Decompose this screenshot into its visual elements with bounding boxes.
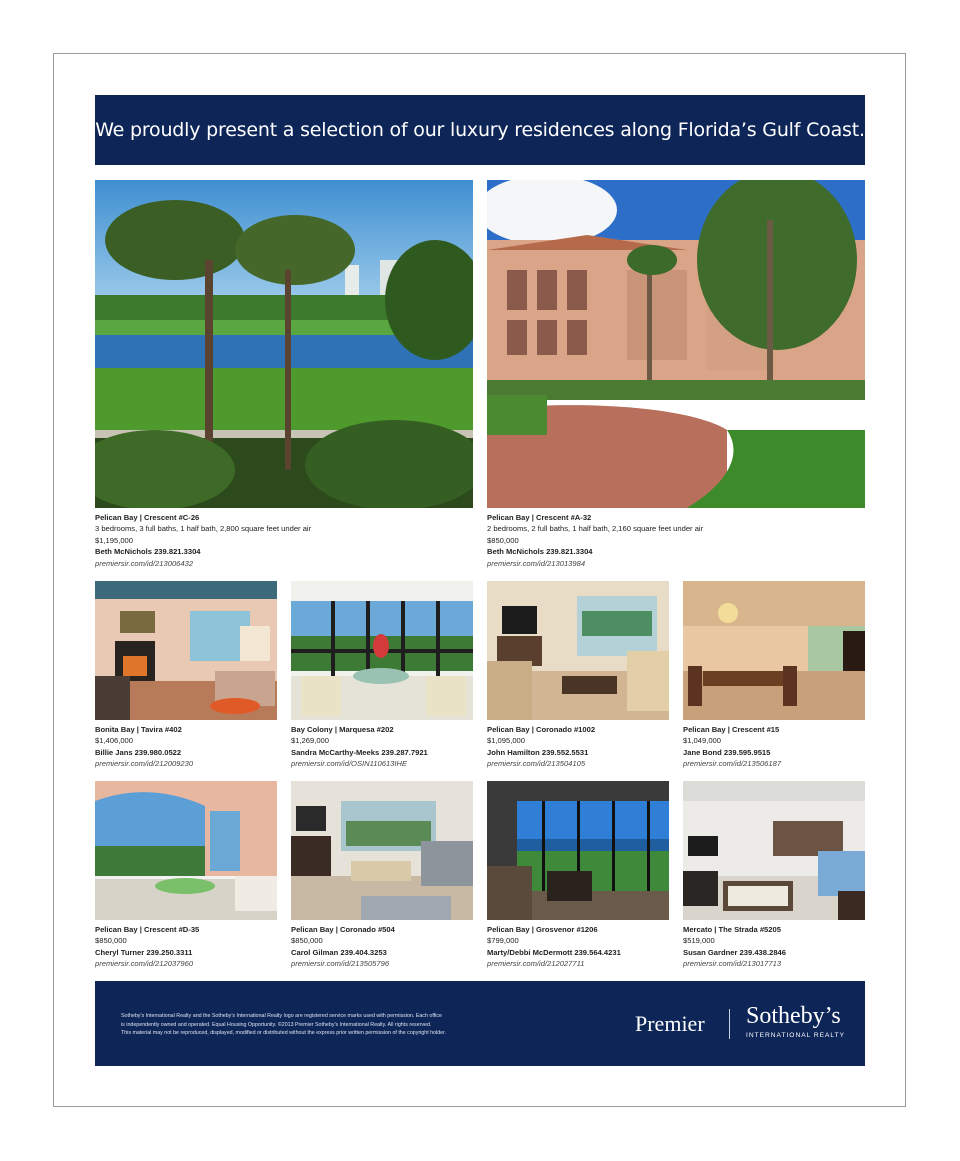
- legal-notice: [121, 1012, 521, 1038]
- listing-title: Pelican Bay | Crescent #D-35: [95, 925, 200, 934]
- listing-caption: [683, 724, 865, 770]
- listing-agent: John Hamilton 239.552.5531: [487, 747, 589, 757]
- listing-photo-ocean-view[interactable]: [487, 781, 669, 920]
- listing-photo-family-room[interactable]: [487, 581, 669, 720]
- listing-photo-dining-room[interactable]: [683, 581, 865, 720]
- listing-caption: [487, 512, 865, 569]
- listing-agent: Jane Bond 239.595.9515: [683, 747, 771, 757]
- listing-caption: [95, 724, 277, 770]
- listing-price: $850,000: [291, 936, 323, 946]
- listing-price: $850,000: [95, 936, 127, 946]
- listing-price: $1,095,000: [487, 736, 526, 746]
- listing-title: Bay Colony | Marquesa #202: [291, 725, 394, 734]
- listing-price: $1,195,000: [95, 535, 134, 545]
- listing-caption: [683, 924, 865, 970]
- listing-caption: [487, 724, 669, 770]
- logo-divider: [729, 1009, 730, 1039]
- listing-caption: [95, 512, 473, 569]
- listing-agent: Beth McNichols 239.821.3304: [487, 547, 593, 557]
- listing-url[interactable]: premiersir.com/id/213504105: [487, 759, 586, 769]
- footer-banner: [95, 981, 865, 1066]
- listing-photo-balcony[interactable]: [95, 781, 277, 920]
- listing-photo-great-room[interactable]: [291, 781, 473, 920]
- headline-text: We proudly present a selection of our luxury residences along Florida’s Gulf Coast.: [95, 119, 865, 141]
- listing-url[interactable]: premiersir.com/id/213506187: [683, 759, 782, 769]
- listing-title: Pelican Bay | Grosvenor #1206: [487, 925, 598, 934]
- listing-price: $519,000: [683, 936, 715, 946]
- listing-price: $799,000: [487, 936, 519, 946]
- listing-url[interactable]: premiersir.com/id/213505796: [291, 959, 390, 969]
- premier-logo-text: Premier: [635, 1011, 705, 1036]
- legal-line: This material may not be reproduced, displayed, modified or distributed without the express prior written permission of the copyright holder.: [121, 1030, 447, 1037]
- legal-line: Sotheby’s International Realty and the Sotheby’s International Realty logo are registered service marks used with permission. Each office: [121, 1013, 442, 1019]
- listing-caption: [291, 724, 473, 770]
- listing-agent: Billie Jans 239.980.0522: [95, 747, 182, 757]
- headline-banner: [95, 95, 865, 165]
- listing-url[interactable]: premiersir.com/id/213013984: [487, 558, 586, 568]
- listing-url[interactable]: premiersir.com/id/212037960: [95, 959, 194, 969]
- listing-caption: [487, 924, 669, 970]
- listing-agent: Sandra McCarthy-Meeks 239.287.7921: [291, 747, 428, 757]
- listing-agent: Carol Gilman 239.404.3253: [291, 947, 387, 957]
- listing-agent: Cheryl Turner 239.250.3311: [95, 947, 193, 957]
- listing-url[interactable]: premiersir.com/id/212009230: [95, 759, 194, 769]
- listing-photo-living-fireplace[interactable]: [95, 581, 277, 720]
- listing-photo-residence-exterior[interactable]: [487, 180, 865, 508]
- listing-photo-lanai[interactable]: [291, 581, 473, 720]
- listing-title: Mercato | The Strada #5205: [683, 925, 781, 934]
- listing-title: Pelican Bay | Coronado #504: [291, 925, 395, 934]
- listing-url[interactable]: premiersir.com/id/212027711: [487, 959, 585, 969]
- listing-title: Pelican Bay | Crescent #15: [683, 725, 780, 734]
- legal-line: is independently owned and operated. Equal Housing Opportunity. ©2013 Premier Sotheby’s International Realty. All rights reserved.: [121, 1021, 432, 1028]
- listing-caption: [291, 924, 473, 970]
- listing-url[interactable]: premiersir.com/id/OSIN110613IHE: [291, 759, 408, 769]
- listing-photo-golf-lake[interactable]: [95, 180, 473, 508]
- listing-agent: Beth McNichols 239.821.3304: [95, 547, 201, 557]
- listing-title: Pelican Bay | Crescent #A-32: [487, 513, 592, 522]
- listing-price: $1,269,000: [291, 736, 330, 746]
- listing-price: $850,000: [487, 535, 519, 545]
- listing-title: Bonita Bay | Tavira #402: [95, 725, 182, 734]
- listing-url[interactable]: premiersir.com/id/213017713: [683, 959, 782, 969]
- listing-details: 3 bedrooms, 3 full baths, 1 half bath, 2,800 square feet under air: [95, 524, 312, 534]
- listing-caption: [95, 924, 277, 970]
- listing-price: $1,406,000: [95, 736, 134, 746]
- listing-agent: Marty/Debbi McDermott 239.564.4231: [487, 947, 621, 957]
- listing-title: Pelican Bay | Coronado #1002: [487, 725, 596, 734]
- international-realty-text: INTERNATIONAL REALTY: [746, 1032, 846, 1039]
- listing-url[interactable]: premiersir.com/id/213006432: [95, 558, 194, 568]
- sothebys-logo-text: Sotheby’s: [746, 1003, 841, 1029]
- listing-price: $1,049,000: [683, 736, 722, 746]
- listing-details: 2 bedrooms, 2 full baths, 1 half bath, 2,160 square feet under air: [487, 524, 704, 534]
- listing-title: Pelican Bay | Crescent #C-26: [95, 513, 200, 522]
- listing-photo-open-plan[interactable]: [683, 781, 865, 920]
- listing-agent: Susan Gardner 239.438.2846: [683, 947, 787, 957]
